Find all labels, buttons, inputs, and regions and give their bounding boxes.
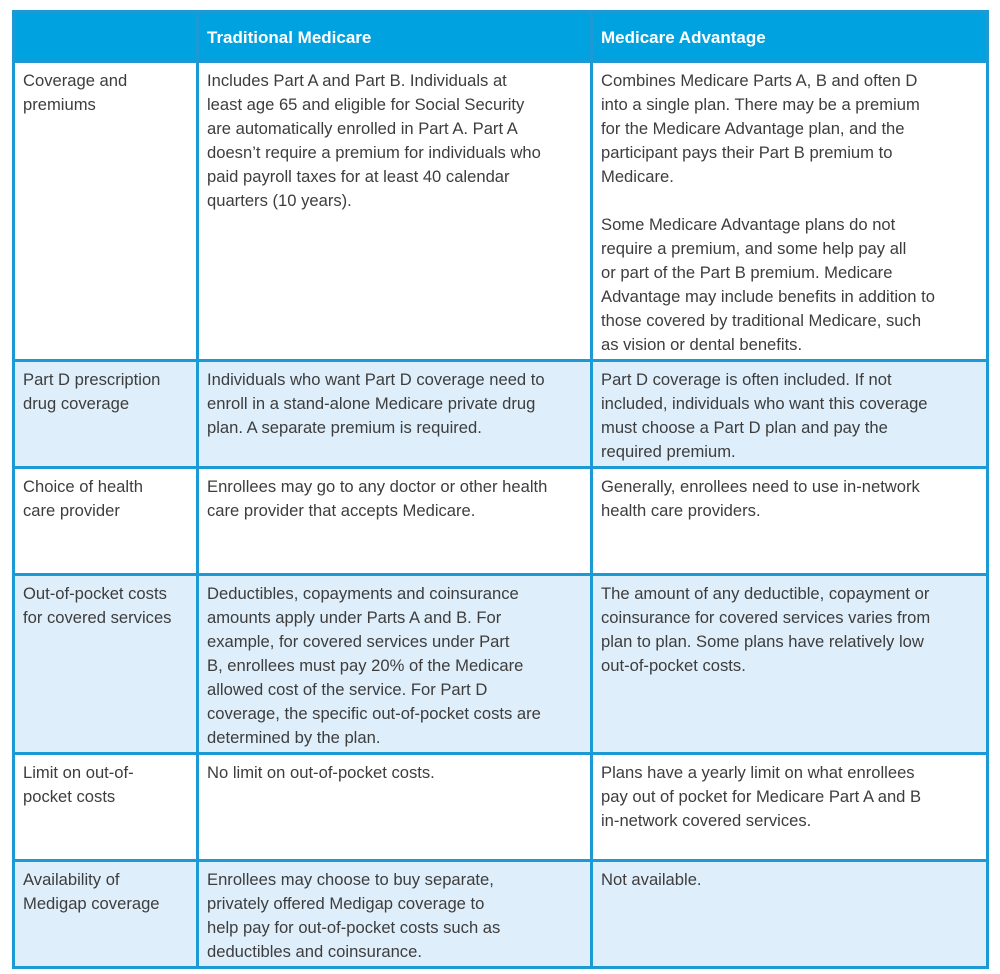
cell-text-line: must choose a Part D plan and pay the: [601, 418, 888, 437]
table-row-part-d-coverage: [14, 361, 988, 468]
cell-text-line: doesn’t require a premium for individuals who: [207, 143, 541, 162]
cell-text-line: coverage, the specific out-of-pocket costs are: [207, 704, 541, 723]
traditional-medicare-cell: [198, 754, 592, 861]
cell-text-line: deductibles and coinsurance.: [207, 942, 422, 961]
medicare-advantage-cell: [592, 754, 988, 861]
cell-text-line: Includes Part A and Part B. Individuals at: [207, 71, 507, 90]
table-header: [14, 12, 988, 62]
cell-text-line: for the Medicare Advantage plan, and the: [601, 119, 905, 138]
cell-text-line: out-of-pocket costs.: [601, 656, 746, 675]
cell-text-line: least age 65 and eligible for Social Security: [207, 95, 525, 114]
cell-text-line: participant pays their Part B premium to: [601, 143, 893, 162]
cell-text-line: Part D coverage is often included. If not: [601, 370, 892, 389]
row-label-cell: [14, 361, 198, 468]
cell-text-line: enroll in a stand-alone Medicare private drug: [207, 394, 536, 413]
traditional-medicare-cell: [198, 468, 592, 575]
cell-text-line: as vision or dental benefits.: [601, 335, 803, 354]
cell-paragraph: [207, 761, 582, 785]
table-row-medigap-availability: [14, 861, 988, 968]
header-medicare-advantage: Medicare Advantage: [592, 12, 988, 62]
cell-text-line: required premium.: [601, 442, 736, 461]
cell-paragraph: [601, 582, 978, 678]
cell-text-line: Generally, enrollees need to use in-network: [601, 477, 920, 496]
cell-text-line: those covered by traditional Medicare, such: [601, 311, 922, 330]
row-label-line: Coverage and: [23, 71, 128, 90]
cell-text-line: care provider that accepts Medicare.: [207, 501, 476, 520]
table-row-out-of-pocket-costs: [14, 575, 988, 754]
medicare-advantage-cell: [592, 361, 988, 468]
medicare-advantage-cell: [592, 575, 988, 754]
cell-text-line: in-network covered services.: [601, 811, 812, 830]
traditional-medicare-cell: [198, 575, 592, 754]
row-label-line: pocket costs: [23, 787, 116, 806]
cell-paragraph: [207, 69, 582, 213]
cell-text-line: The amount of any deductible, copayment or: [601, 584, 930, 603]
cell-text-line: quarters (10 years).: [207, 191, 352, 210]
cell-paragraph: [601, 213, 978, 357]
traditional-medicare-cell: [198, 861, 592, 968]
traditional-medicare-cell: [198, 62, 592, 361]
cell-text-line: included, individuals who want this coverage: [601, 394, 928, 413]
cell-paragraph: [601, 475, 978, 523]
cell-text-line: Medicare.: [601, 167, 674, 186]
row-label-line: Part D prescription: [23, 370, 161, 389]
row-label-line: for covered services: [23, 608, 172, 627]
cell-text-line: Deductibles, copayments and coinsurance: [207, 584, 519, 603]
cell-paragraph: [601, 368, 978, 464]
row-label-line: Medigap coverage: [23, 894, 160, 913]
row-label-cell: [14, 575, 198, 754]
row-label-cell: [14, 861, 198, 968]
cell-text-line: paid payroll taxes for at least 40 calendar: [207, 167, 510, 186]
cell-text-line: determined by the plan.: [207, 728, 381, 747]
traditional-medicare-cell: [198, 361, 592, 468]
cell-text-line: allowed cost of the service. For Part D: [207, 680, 488, 699]
cell-text-line: require a premium, and some help pay all: [601, 239, 907, 258]
cell-text-line: Not available.: [601, 870, 702, 889]
cell-paragraph: [601, 761, 978, 833]
cell-text-line: Plans have a yearly limit on what enrollees: [601, 763, 915, 782]
cell-text-line: No limit on out-of-pocket costs.: [207, 763, 435, 782]
cell-paragraph: [207, 475, 582, 523]
cell-text-line: Enrollees may choose to buy separate,: [207, 870, 494, 889]
row-label-line: Limit on out-of-: [23, 763, 134, 782]
cell-paragraph: [601, 868, 978, 892]
cell-text-line: help pay for out-of-pocket costs such as: [207, 918, 501, 937]
cell-text-line: Some Medicare Advantage plans do not: [601, 215, 896, 234]
cell-text-line: plan to plan. Some plans have relatively low: [601, 632, 924, 651]
cell-paragraph: [207, 868, 582, 964]
cell-text-line: amounts apply under Parts A and B. For: [207, 608, 502, 627]
cell-text-line: Combines Medicare Parts A, B and often D: [601, 71, 918, 90]
medicare-comparison-table: [12, 10, 989, 969]
cell-text-line: or part of the Part B premium. Medicare: [601, 263, 893, 282]
header-blank-cell: [14, 12, 198, 62]
cell-paragraph: [207, 368, 582, 440]
row-label-line: drug coverage: [23, 394, 130, 413]
row-label-line: care provider: [23, 501, 120, 520]
medicare-advantage-cell: [592, 468, 988, 575]
row-label-cell: [14, 754, 198, 861]
cell-text-line: health care providers.: [601, 501, 761, 520]
cell-text-line: Advantage may include benefits in addition to: [601, 287, 935, 306]
row-label-line: Choice of health: [23, 477, 143, 496]
cell-paragraph: [601, 69, 978, 189]
cell-paragraph: [207, 582, 582, 750]
cell-text-line: are automatically enrolled in Part A. Part A: [207, 119, 518, 138]
medicare-advantage-cell: [592, 62, 988, 361]
cell-text-line: example, for covered services under Part: [207, 632, 510, 651]
table-row-choice-of-provider: [14, 468, 988, 575]
cell-text-line: plan. A separate premium is required.: [207, 418, 482, 437]
cell-text-line: B, enrollees must pay 20% of the Medicare: [207, 656, 524, 675]
medicare-advantage-cell: [592, 861, 988, 968]
cell-text-line: Enrollees may go to any doctor or other health: [207, 477, 548, 496]
row-label-line: Out-of-pocket costs: [23, 584, 167, 603]
row-label-line: premiums: [23, 95, 96, 114]
row-label-cell: [14, 62, 198, 361]
header-traditional-medicare: Traditional Medicare: [198, 12, 592, 62]
header-row: [14, 12, 988, 62]
cell-text-line: Individuals who want Part D coverage need to: [207, 370, 545, 389]
row-label-line: Availability of: [23, 870, 120, 889]
row-label-cell: [14, 468, 198, 575]
cell-text-line: privately offered Medigap coverage to: [207, 894, 485, 913]
cell-text-line: coinsurance for covered services varies from: [601, 608, 931, 627]
table-body: [14, 62, 988, 968]
cell-text-line: pay out of pocket for Medicare Part A and B: [601, 787, 922, 806]
cell-text-line: into a single plan. There may be a premium: [601, 95, 920, 114]
table-row-coverage-and-premiums: [14, 62, 988, 361]
table-row-limit-on-costs: [14, 754, 988, 861]
